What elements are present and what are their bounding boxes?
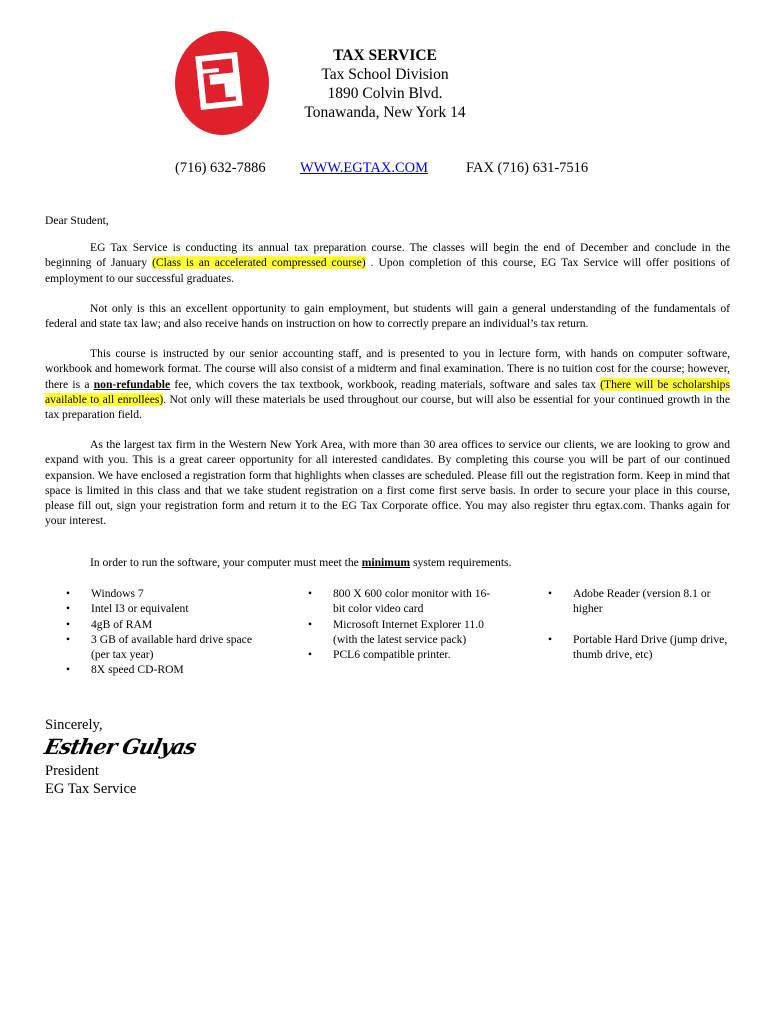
phone-number: (716) 632-7886 — [175, 160, 266, 176]
eg-logo — [174, 30, 270, 136]
salutation: Dear Student, — [45, 214, 109, 227]
list-item: • 800 X 600 color monitor with 16-bit color video card — [306, 586, 496, 617]
highlight-scholarships: (There will be scholarships available to all enrollees) — [45, 377, 730, 406]
city-address: Tonawanda, New York 14 — [304, 104, 466, 121]
list-item: • Portable Hard Drive (jump drive, thumb drive, etc) — [546, 632, 736, 663]
list-item: • Windows 7 — [64, 586, 254, 601]
company-name: TAX SERVICE — [333, 47, 437, 64]
requirements-column-2 — [306, 586, 496, 662]
signer-title: President — [45, 763, 99, 779]
signature: Esther Gulyas — [42, 734, 199, 759]
paragraph-3: This course is instructed by our senior accounting staff, and is presented to you in lecture form, with hands on computer software, workbook and homework format. The course will also consist of a midterm and final examination. There is no tuition cost for the course; however, there is a non-refundable fee, which covers the tax textbook, workbook, reading materials, software and sales tax (There will be scholarships available to all enrollees). Not only will these materials be used throughout our course, but will also be essential for your continued growth in the tax preparation field. — [45, 347, 730, 422]
paragraph-1: EG Tax Service is conducting its annual tax preparation course. The classes will begin the end of December and conclude in the beginning of January (Class is an accelerated compressed course) . Upon completion of this course, EG Tax Service will offer positions of employment to our successful graduates. — [45, 241, 730, 285]
street-address: 1890 Colvin Blvd. — [327, 85, 443, 102]
signer-company: EG Tax Service — [45, 781, 137, 797]
letterhead — [285, 46, 485, 122]
non-refundable-text: non-refundable — [93, 377, 171, 391]
letter-body — [45, 213, 730, 543]
paragraph-2: Not only is this an excellent opportunity to gain employment, but students will gain a general understanding of the fundamentals of federal and state tax law; and also receive hands on instruction on how to correctly prepare an individual’s tax return. — [45, 301, 730, 331]
list-item: • Intel I3 or equivalent — [64, 601, 254, 616]
highlight-accelerated: (Class is an accelerated compressed course) — [152, 256, 366, 270]
list-item: • Adobe Reader (version 8.1 or higher — [546, 586, 736, 617]
paragraph-4: As the largest tax firm in the Western New York Area, with more than 30 area offices to service our clients, we are looking to grow and expand with you. This is a great career opportunity for all interested candidates. By completing this course you will be part of our continued expansion. We have enclosed a registration form that highlights when classes are scheduled. Please fill out the registration form. Keep in mind that space is limited in this class and that we take student registration on a first come first serve basis. In order to secure your place in this course, please fill out, sign your registration form and return it to the EG Tax Corporate office. You may also register thru egtax.com. Thanks again for your interest. — [45, 438, 730, 528]
signer-block — [45, 762, 136, 798]
website-link[interactable]: WWW.EGTAX.COM — [300, 160, 428, 176]
requirements-column-3 — [546, 586, 736, 662]
minimum-text: minimum — [361, 556, 411, 569]
list-item: • PCL6 compatible printer. — [306, 647, 496, 662]
requirements-intro: In order to run the software, your computer must meet the minimum system requirements. — [90, 556, 512, 569]
fax-number: FAX (716) 631-7516 — [466, 160, 589, 176]
list-item: • 4gB of RAM — [64, 617, 254, 632]
requirements-column-1 — [64, 586, 254, 678]
list-item: • 8X speed CD-ROM — [64, 662, 254, 677]
list-item: • Microsoft Internet Explorer 11.0 (with the latest service pack) — [306, 617, 496, 648]
sincerely: Sincerely, — [45, 717, 103, 733]
list-item: • 3 GB of available hard drive space (per tax year) — [64, 632, 254, 663]
division: Tax School Division — [321, 66, 449, 83]
